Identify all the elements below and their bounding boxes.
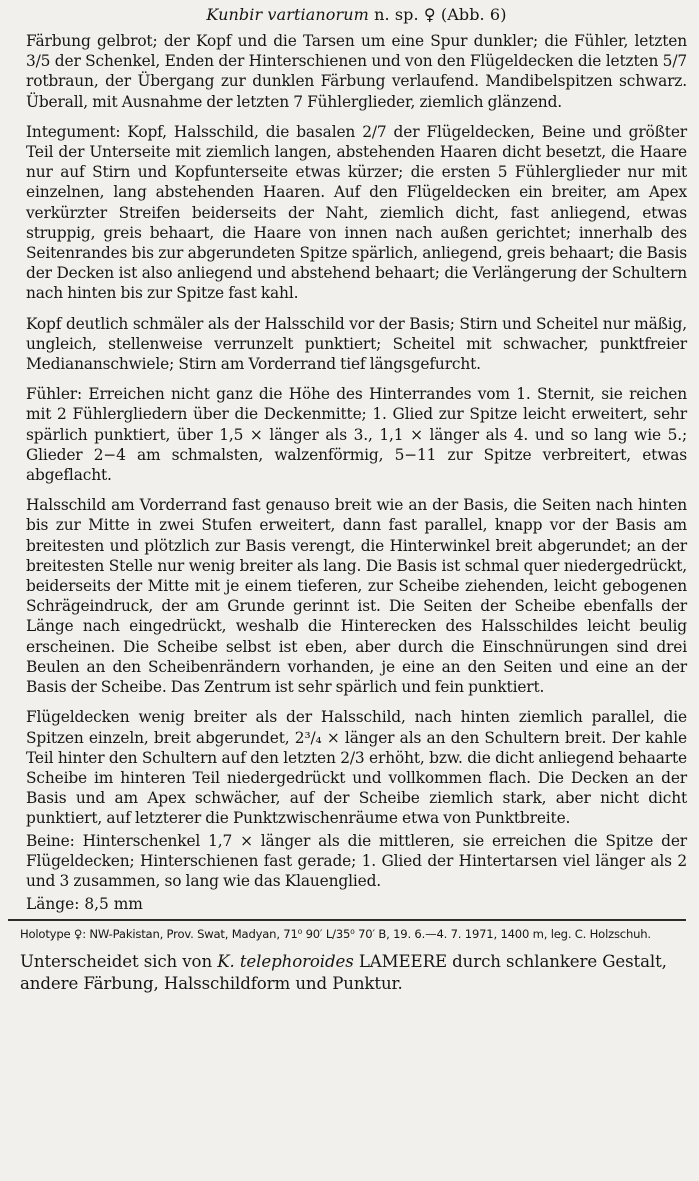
species-name: Kunbir vartianorum	[206, 5, 369, 24]
section-divider	[8, 919, 686, 921]
diagnosis-text-start: Unterscheidet sich von	[20, 952, 218, 972]
diagnosis-text-end: LAMEERE durch schlankere Gestalt, andere Färbung, Halsschildform und Punktur.	[20, 952, 667, 994]
compared-species: K. telephoroides	[217, 952, 354, 972]
paragraph-head: Kopf deutlich schmäler als der Halsschild vor der Basis; Stirn und Scheitel nur mäßig, ungleich, stellenweise verrunzelt punktiert; Scheitel mit schwacher, punktfreier Mediananschwiele; Stirn am Vorderrand tief längsgefurcht.	[26, 314, 687, 374]
paragraph-legs: Beine: Hinterschenkel 1,7 × länger als die mittleren, sie erreichen die Spitze der Flügeldecken; Hinterschienen fast gerade; 1. Glied der Hintertarsen viel länger als 2 und 3 zusammen, so lang wie das Klauenglied.	[26, 831, 687, 890]
paragraph-pronotum: Halsschild am Vorderrand fast genauso breit wie an der Basis, die Seiten nach hinten bis zur Mitte in zwei Stufen erweitert, dann fast parallel, knapp vor der Basis am breitesten und plötzlich zur Basis verengt, die Hinterwinkel breit abgerundet; an der breitesten Stelle nur wenig breiter als lang. Die Basis ist schmal quer niedergedrückt, beiderseits der Mitte mit je einem tieferen, zur Scheibe ziehenden, leicht gebogenen Schrägeindruck, der am Grunde gerinnt ist. Die Seiten der Scheibe ebenfalls der Länge nach eingedrückt, weshalb die Hinterecken des Halsschildes leicht beulig erscheinen. Die Scheibe selbst ist eben, aber durch die Einschnürungen sind drei Beulen an den Scheibenrändern vorhanden, je eine an den Seiten und eine an der Basis der Scheibe. Das Zentrum ist sehr spärlich und fein punktiert.	[26, 496, 687, 697]
species-heading-rest: n. sp. ♀ (Abb. 6)	[368, 5, 507, 24]
paragraph-integument: Integument: Kopf, Halsschild, die basalen 2/7 der Flügeldecken, Beine und größter Teil der Unterseite mit ziemlich langen, abstehenden Haaren dicht besetzt, die Haare nur auf Stirn und Kopfunterseite etwas kürzer; die ersten 5 Fühlerglieder nur mit einzelnen, lang abstehenden Haaren. Auf den Flügeldecken ein breiter, am Apex verkürzter Streifen beiderseits der Naht, ziemlich dicht, fast anliegend, etwas struppig, greis behaart, die Haare von innen nach außen gerichtet; innerhalb des Seitenrandes bis zur abgerundeten Spitze spärlich, anliegend, greis behaart; die Basis der Decken ist also anliegend und abstehend behaart; die Verlängerung der Schultern nach hinten bis zur Spitze fast kahl.	[26, 122, 687, 303]
species-heading	[26, 5, 687, 25]
body-length: Länge: 8,5 mm	[26, 895, 143, 914]
paragraph-coloration: Färbung gelbrot; der Kopf und die Tarsen um eine Spur dunkler; die Fühler, letzten 3/5 der Schenkel, Enden der Hinterschienen und von den Flügeldecken die letzten 5/7 rotbraun, der Übergang zur dunklen Färbung verlaufend. Mandibelspitzen schwarz. Überall, mit Ausnahme der letzten 7 Fühlerglieder, ziemlich glänzend.	[26, 32, 687, 111]
paragraph-elytra: Flügeldecken wenig breiter als der Halsschild, nach hinten ziemlich parallel, die Spitzen einzeln, breit abgerundet, 2³/₄ × länger als an den Schultern breit. Der kahle Teil hinter den Schultern auf den letzten 2/3 erhöht, bzw. die dicht anliegend behaarte Scheibe im hinteren Teil niedergedrückt und vollkommen flach. Die Decken an der Basis und am Apex schwächer, auf der Scheibe ziemlich stark, aber nicht dicht punktiert, auf letzterer die Punktzwischenräume etwa von Punktbreite.	[26, 708, 687, 828]
paragraph-antennae: Fühler: Erreichen nicht ganz die Höhe des Hinterrandes vom 1. Sternit, sie reichen mit 2 Fühlergliedern über die Deckenmitte; 1. Glied zur Spitze leicht erweitert, sehr spärlich punktiert, über 1,5 × länger als 3., 1,1 × länger als 4. und so lang wie 5.; Glieder 2−4 am schmalsten, walzenförmig, 5−11 zur Spitze verbreitert, etwas abgeflacht.	[26, 385, 687, 485]
paragraph-differential-diagnosis	[20, 951, 687, 995]
holotype-data: Holotype ♀: NW-Pakistan, Prov. Swat, Madyan, 71⁰ 90′ L/35⁰ 70′ B, 19. 6.—4. 7. 1971, 1400 m, leg. C. Holzschuh.	[20, 927, 651, 942]
